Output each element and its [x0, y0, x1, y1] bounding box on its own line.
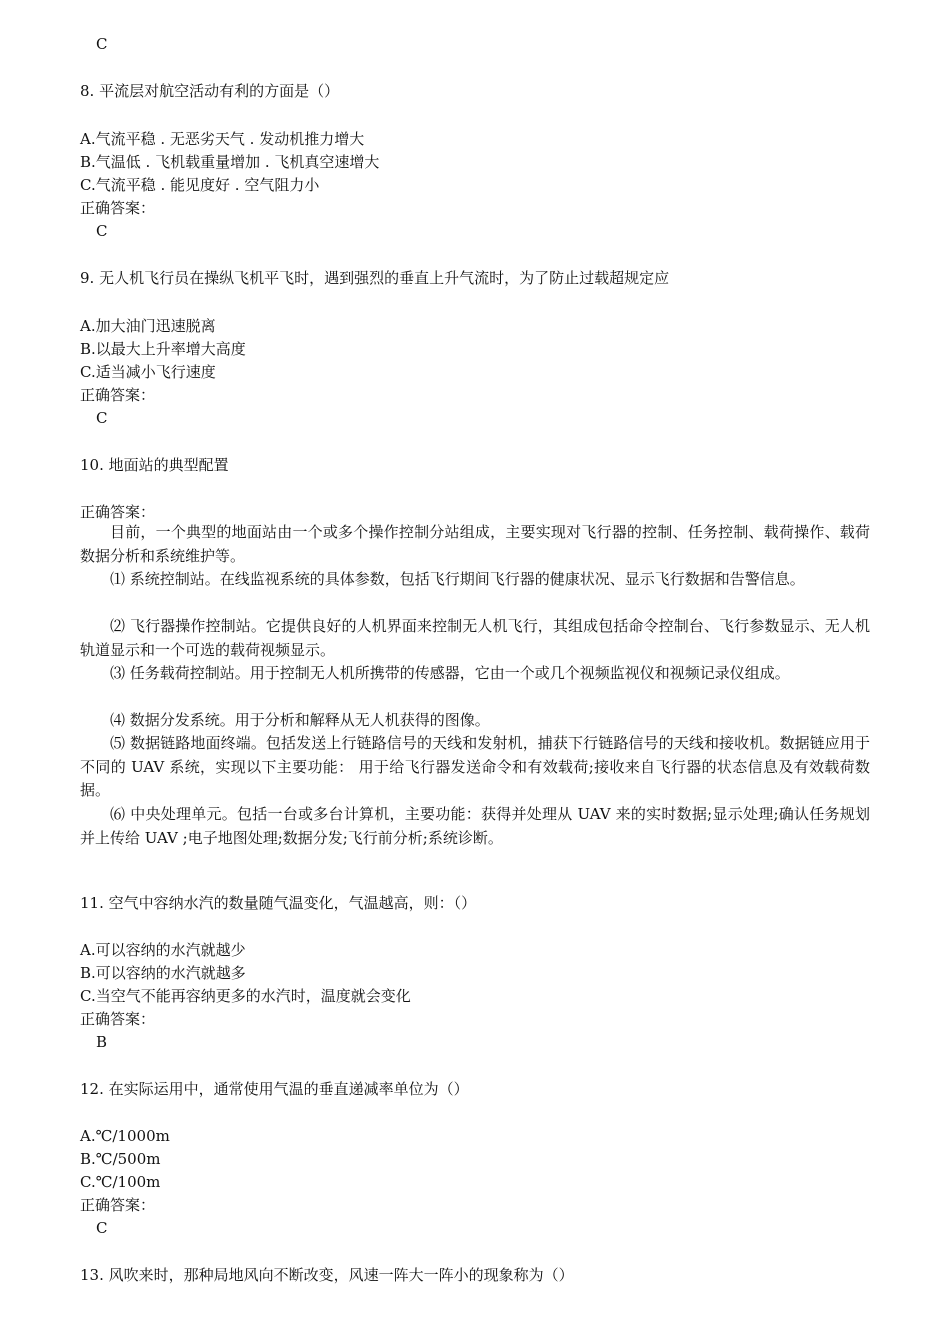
question-11-answer: B [96, 1033, 108, 1051]
question-8-answer: C [96, 222, 108, 240]
answer-previous: C [96, 35, 108, 53]
answer-paragraph: ⑵ 飞行器操作控制站。它提供良好的人机界面来控制无人机飞行，其组成包括命令控制台、飞行参数显示、无人机轨道显示和一个可选的载荷视频显示。 [80, 617, 870, 659]
question-8-option-a: A.气流平稳 . 无恶劣天气 . 发动机推力增大 [80, 130, 365, 148]
question-11-option-a: A.可以容纳的水汽就越少 [80, 941, 246, 959]
question-9-option-c: C.适当减小飞行速度 [80, 363, 216, 381]
answer-paragraph: ⑸ 数据链路地面终端。包括发送上行链路信号的天线和发射机，捕获下行链路信号的天线和接收机。数据链应用于不同的 UAV 系统，实现以下主要功能： 用于给飞行器发送命令和有效载荷;接收来自飞行器的状态信息及有效载荷数据。 [80, 734, 870, 799]
answer-paragraph: 目前，一个典型的地面站由一个或多个操作控制分站组成，主要实现对飞行器的控制、任务控制、载荷操作、载荷数据分析和系统维护等。 [80, 523, 870, 565]
question-8-option-c: C.气流平稳 . 能见度好 . 空气阻力小 [80, 176, 320, 194]
question-9-option-a: A.加大油门迅速脱离 [80, 317, 216, 335]
question-12-answer-label: 正确答案： [80, 1196, 156, 1214]
question-10-title: 10. 地面站的典型配置 [80, 456, 229, 474]
answer-paragraph: ⑹ 中央处理单元。包括一台或多台计算机，主要功能：获得并处理从 UAV 来的实时数据;显示处理;确认任务规划并上传给 UAV ;电子地图处理;数据分发;飞行前分析;系统诊断。 [80, 805, 870, 847]
question-12-answer: C [96, 1219, 108, 1237]
question-11-option-c: C.当空气不能再容纳更多的水汽时，温度就会变化 [80, 987, 411, 1005]
question-13-title: 13. 风吹来时，那种局地风向不断改变，风速一阵大一阵小的现象称为（） [80, 1266, 574, 1284]
answer-paragraph: ⑴ 系统控制站。在线监视系统的具体参数，包括飞行期间飞行器的健康状况、显示飞行数据和告警信息。 [110, 570, 805, 588]
question-12-option-c: C.℃/100m [80, 1173, 161, 1191]
question-8-option-b: B.气温低 . 飞机载重量增加 . 飞机真空速增大 [80, 153, 380, 171]
question-11-title: 11. 空气中容纳水汽的数量随气温变化，气温越高，则：（） [80, 894, 477, 912]
answer-paragraph: ⑶ 任务载荷控制站。用于控制无人机所携带的传感器，它由一个或几个视频监视仪和视频记录仪组成。 [110, 664, 790, 682]
question-10-answer-label: 正确答案： [80, 503, 156, 521]
question-12-option-a: A.℃/1000m [80, 1127, 170, 1145]
question-8-title: 8. 平流层对航空活动有利的方面是（） [80, 82, 340, 100]
question-12-title: 12. 在实际运用中，通常使用气温的垂直递减率单位为（） [80, 1080, 469, 1098]
question-11-option-b: B.可以容纳的水汽就越多 [80, 964, 246, 982]
question-9-option-b: B.以最大上升率增大高度 [80, 340, 246, 358]
question-9-title: 9. 无人机飞行员在操纵飞机平飞时，遇到强烈的垂直上升气流时，为了防止过载超规定应 [80, 269, 670, 287]
answer-paragraph: ⑷ 数据分发系统。用于分析和解释从无人机获得的图像。 [110, 711, 490, 729]
question-8-answer-label: 正确答案： [80, 199, 156, 217]
question-11-answer-label: 正确答案： [80, 1010, 156, 1028]
question-12-option-b: B.℃/500m [80, 1150, 161, 1168]
question-9-answer-label: 正确答案： [80, 386, 156, 404]
question-9-answer: C [96, 409, 108, 427]
